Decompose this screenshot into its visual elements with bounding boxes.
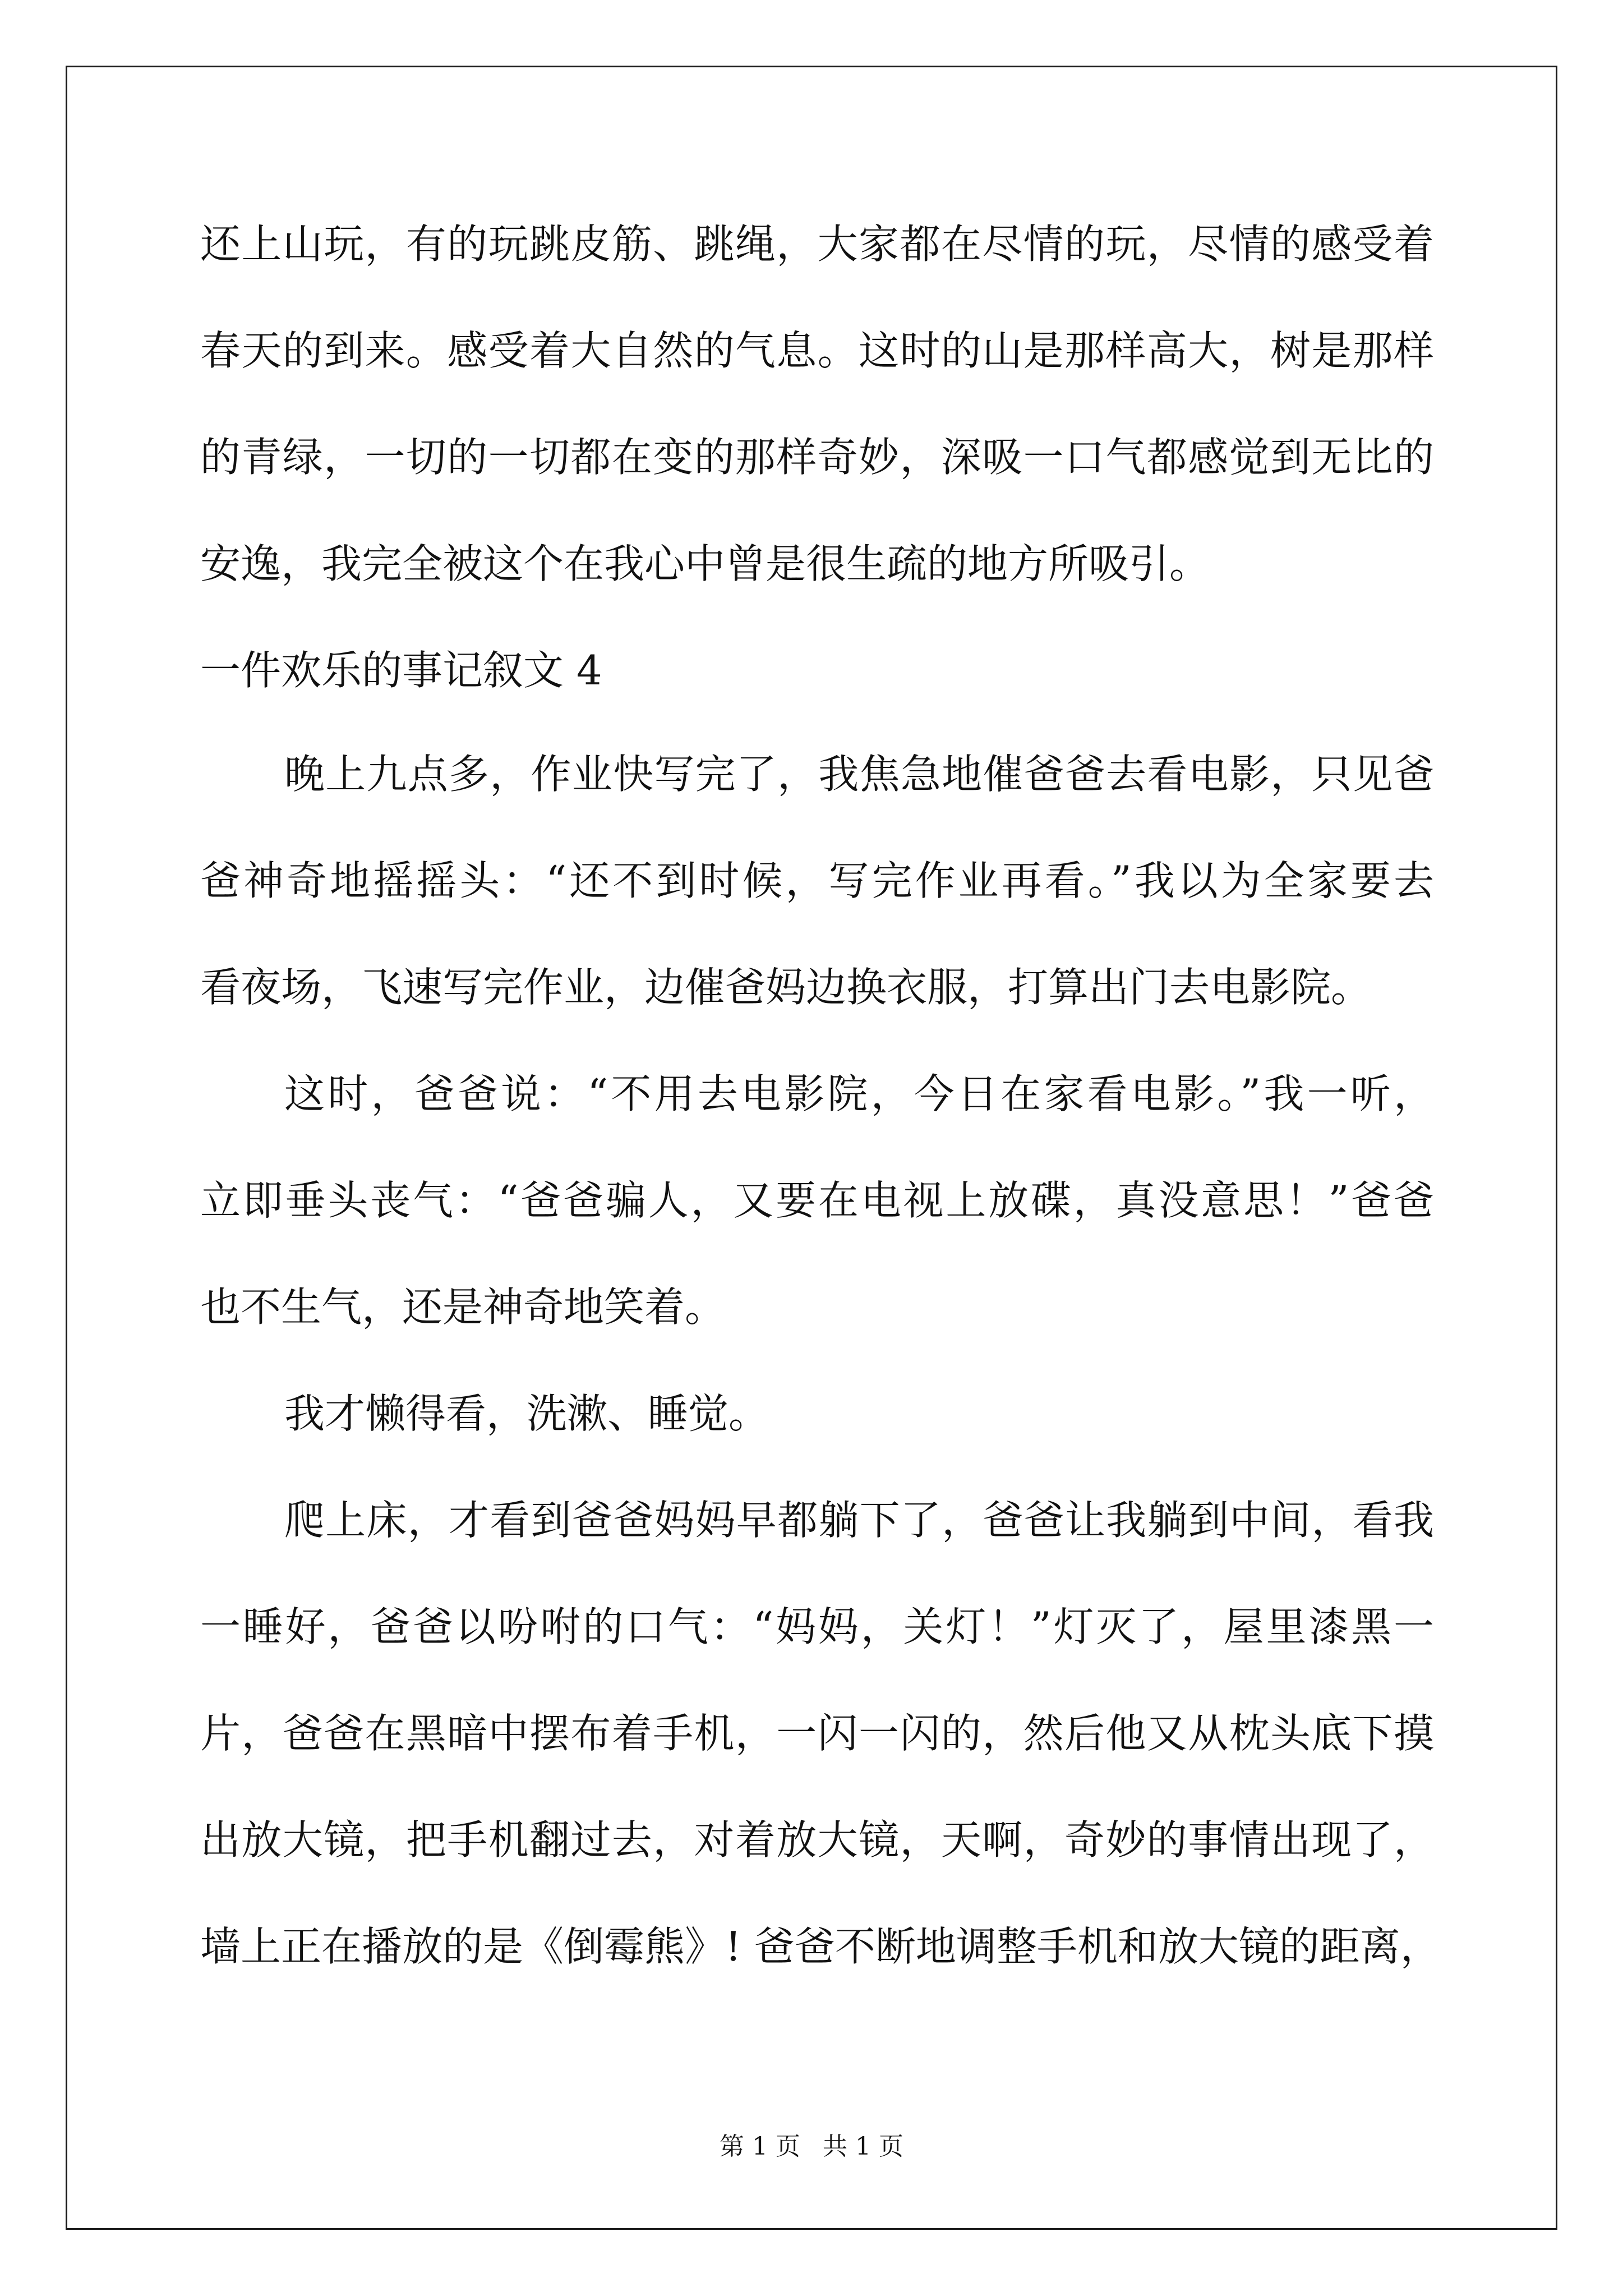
text-line: 还上山玩，有的玩跳皮筋、跳绳，大家都在尽情的玩，尽情的感受着 xyxy=(200,220,1434,268)
text-line: 立即垂头丧气：“爸爸骗人，又要在电视上放碟，真没意思！”爸爸 xyxy=(200,1177,1434,1224)
text-line: 片，爸爸在黑暗中摆布着手机，一闪一闪的，然后他又从枕头底下摸 xyxy=(200,1710,1434,1757)
text-line: 一睡好，爸爸以吩咐的口气：“妈妈，关灯！”灯灭了，屋里漆黑一 xyxy=(200,1603,1434,1650)
text-line: 这时，爸爸说：“不用去电影院，今日在家看电影。”我一听， xyxy=(284,1070,1434,1117)
document-body xyxy=(200,213,1441,2022)
page-total: 共 1 页 xyxy=(823,2132,903,2161)
text-line: 爬上床，才看到爸爸妈妈早都躺下了，爸爸让我躺到中间，看我 xyxy=(284,1497,1434,1544)
text-line: 我才懒得看，洗漱、睡觉。 xyxy=(284,1390,769,1437)
text-line: 出放大镜，把手机翻过去，对着放大镜，天啊，奇妙的事情出现了， xyxy=(200,1816,1434,1864)
page-footer xyxy=(0,2126,1623,2162)
page-number: 第 1 页 xyxy=(720,2132,800,2161)
text-line: 也不生气，还是神奇地笑着。 xyxy=(200,1283,726,1331)
text-line: 爸神奇地摇摇头：“还不到时候，写完作业再看。”我以为全家要去 xyxy=(200,857,1434,904)
text-line: 看夜场，飞速写完作业，边催爸妈边换衣服，打算出门去电影院。 xyxy=(200,964,1372,1011)
text-line: 墙上正在播放的是《倒霉熊》! 爸爸不断地调整手机和放大镜的距离， xyxy=(200,1923,1441,1970)
text-line: 安逸，我完全被这个在我心中曾是很生疏的地方所吸引。 xyxy=(200,540,1210,587)
text-line: 晚上九点多，作业快写完了，我焦急地催爸爸去看电影，只见爸 xyxy=(284,751,1434,798)
text-line: 的青绿，一切的一切都在变的那样奇妙，深吸一口气都感觉到无比的 xyxy=(200,434,1434,481)
text-line: 春天的到来。感受着大自然的气息。这时的山是那样高大，树是那样 xyxy=(200,327,1434,374)
section-heading: 一件欢乐的事记叙文 4 xyxy=(200,647,602,694)
